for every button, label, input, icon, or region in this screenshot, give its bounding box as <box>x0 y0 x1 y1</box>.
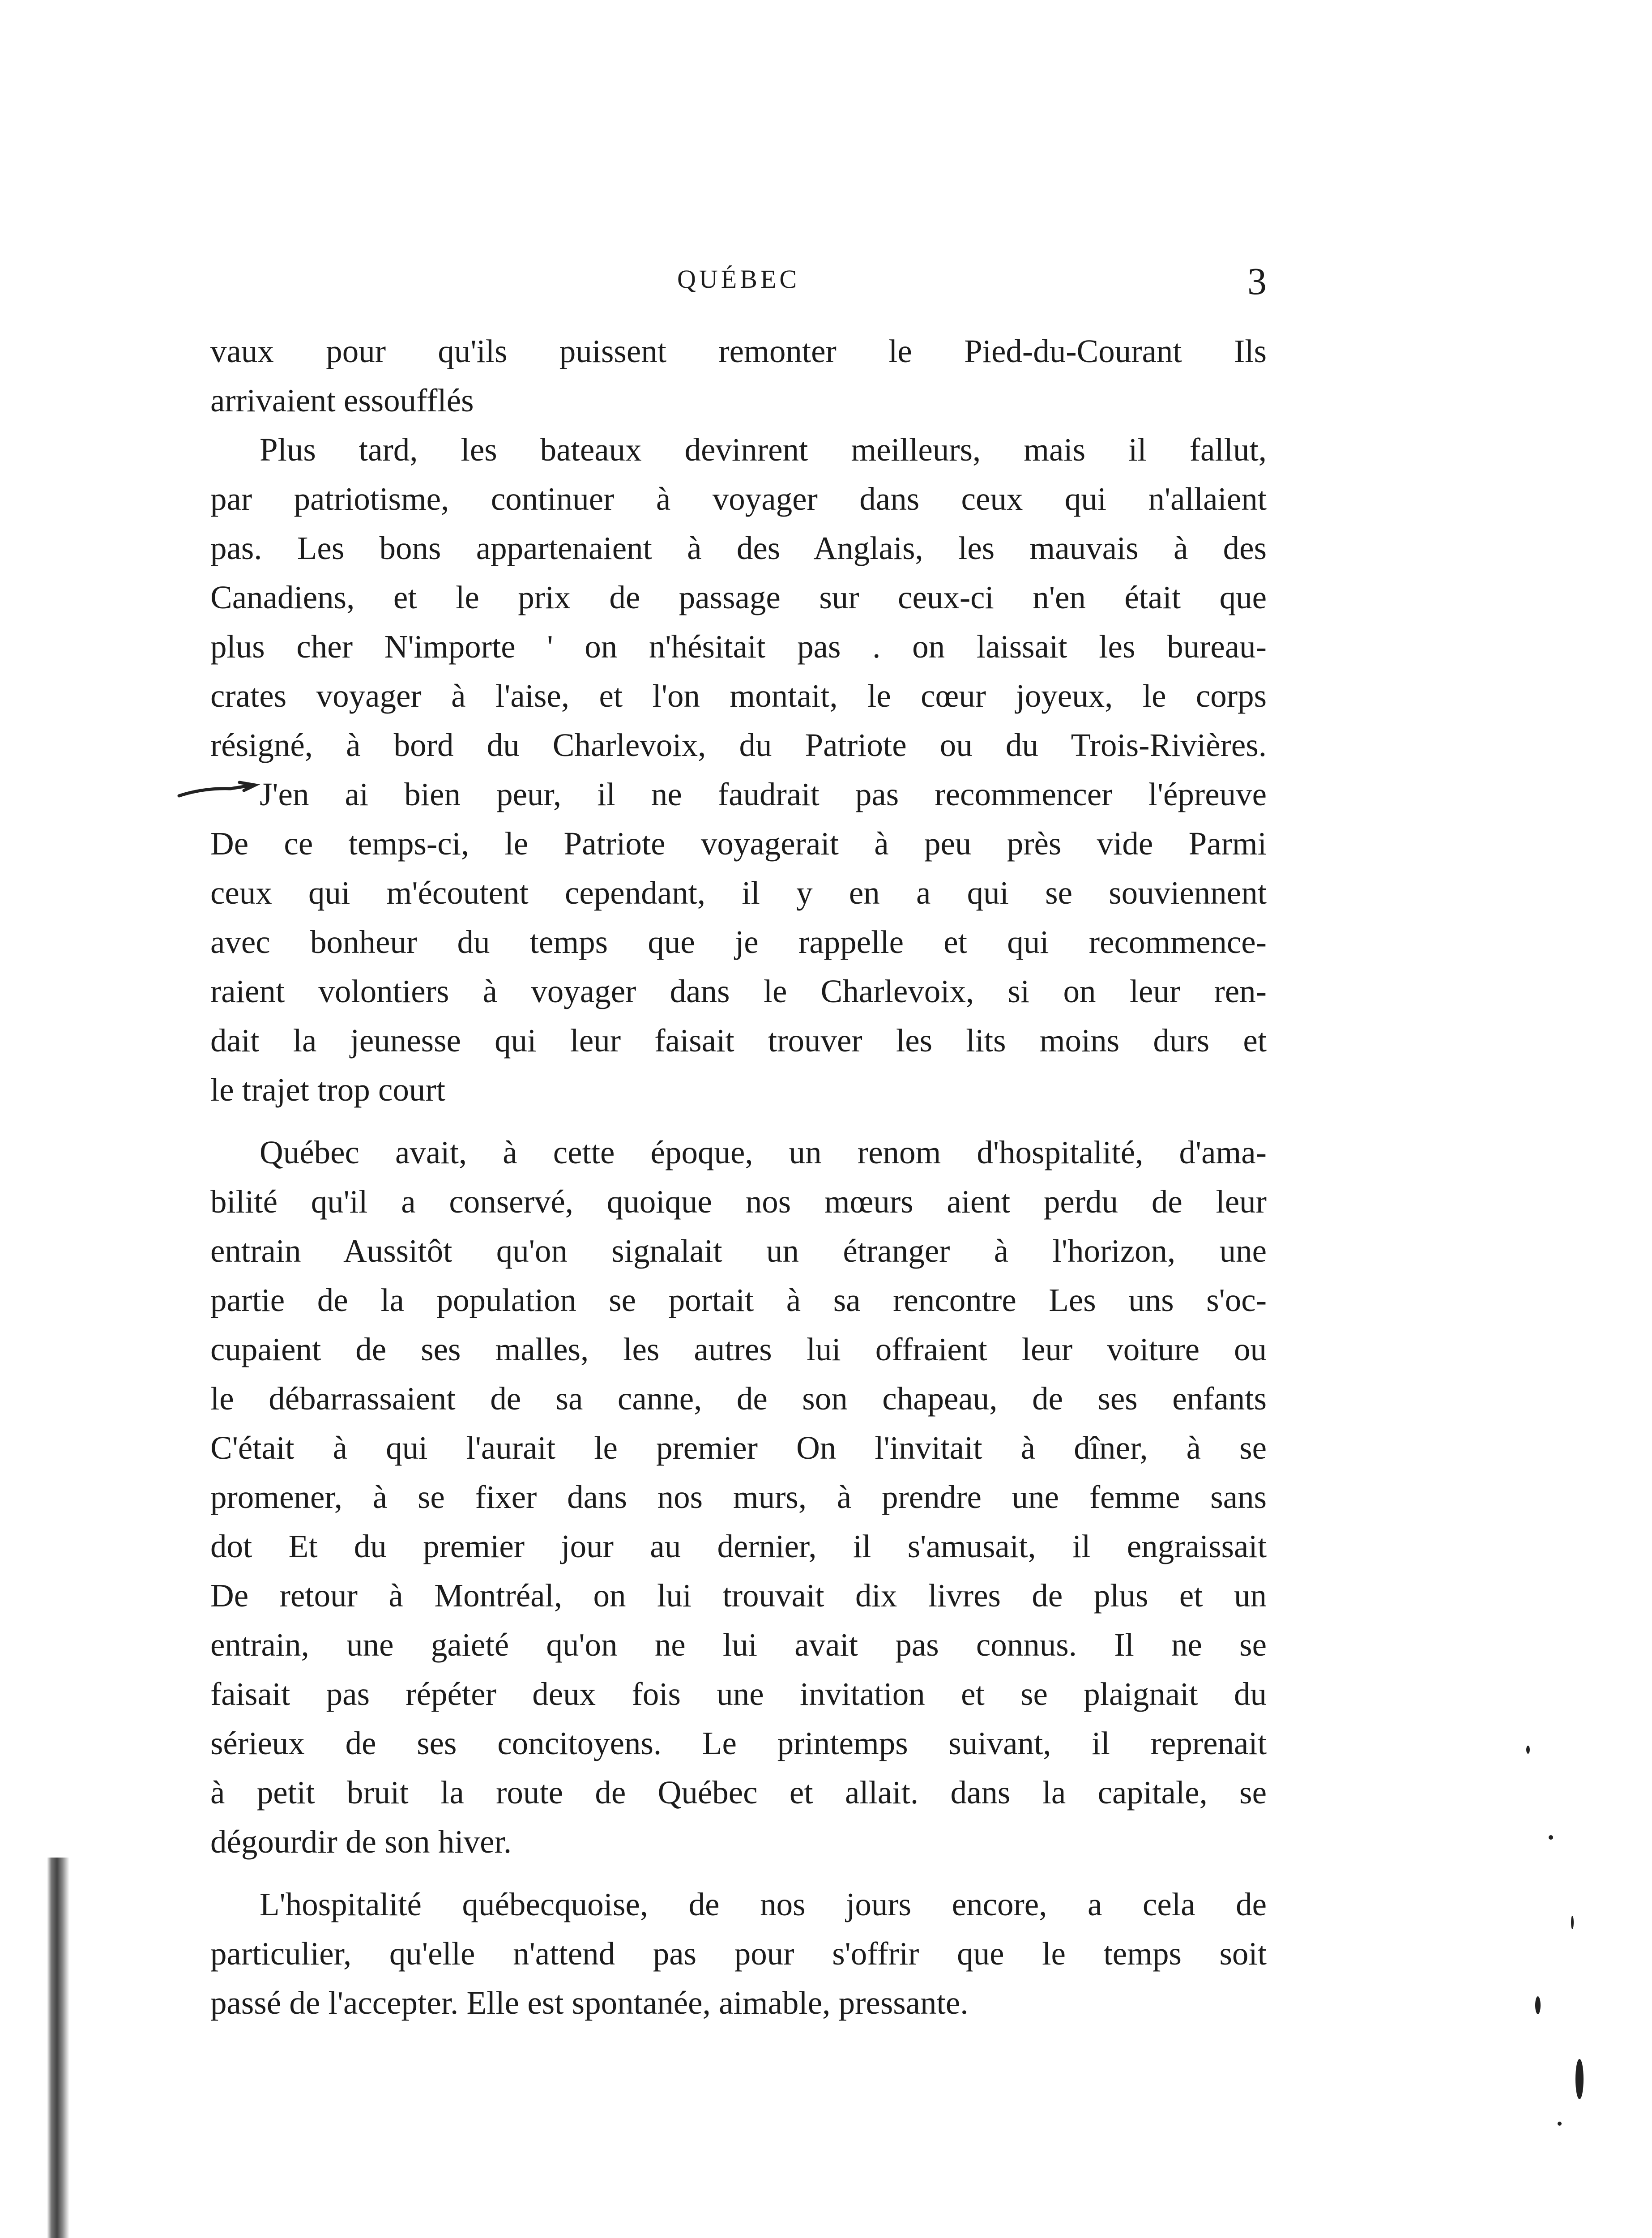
text-line: raient volontiers à voyager dans le Charlevoix, si on leur ren- <box>210 973 1267 1009</box>
text-line: pas. Les bons appartenaient à des Anglais, les mauvais à des <box>210 530 1267 566</box>
paragraph <box>210 1128 1267 1866</box>
scan-edge-bleed <box>47 1858 69 2238</box>
body-text <box>210 327 1267 2028</box>
text-line: à petit bruit la route de Québec et allait. dans la capitale, se <box>210 1774 1267 1811</box>
text-line: entrain Aussitôt qu'on signalait un étranger à l'horizon, une <box>210 1233 1267 1269</box>
text-line: promener, à se fixer dans nos murs, à prendre une femme sans <box>210 1479 1267 1515</box>
running-title: QUÉBEC <box>677 265 800 294</box>
page-number: 3 <box>1247 260 1267 303</box>
text-line: bilité qu'il a conservé, quoique nos mœurs aient perdu de leur <box>210 1183 1267 1220</box>
text-line: faisait pas répéter deux fois une invitation et se plaignait du <box>210 1676 1267 1712</box>
text-line: le trajet trop court <box>210 1072 445 1108</box>
text-line: C'était à qui l'aurait le premier On l'invitait à dîner, à se <box>210 1430 1267 1466</box>
text-line: vaux pour qu'ils puissent remonter le Pied-du-Courant Ils <box>210 333 1267 369</box>
scan-edge-specks <box>1522 1746 1598 2148</box>
paragraph <box>210 425 1267 1115</box>
text-line: passé de l'accepter. Elle est spontanée, aimable, pressante. <box>210 1985 969 2021</box>
text-line: Canadiens, et le prix de passage sur ceux-ci n'en était que <box>210 579 1267 615</box>
page-header <box>210 260 1267 304</box>
pencil-margin-mark <box>177 779 266 801</box>
text-line: sérieux de ses concitoyens. Le printemps suivant, il reprenait <box>210 1725 1267 1761</box>
text-line: Plus tard, les bateaux devinrent meilleurs, mais il fallut, <box>260 431 1267 468</box>
text-line: De ce temps-ci, le Patriote voyagerait à peu près vide Parmi <box>210 825 1267 862</box>
text-line: résigné, à bord du Charlevoix, du Patriote ou du Trois-Rivières. <box>210 727 1267 763</box>
text-line: dait la jeunesse qui leur faisait trouver les lits moins durs et <box>210 1022 1267 1059</box>
paragraph <box>210 1880 1267 2028</box>
text-line: dégourdir de son hiver. <box>210 1824 512 1860</box>
text-line: par patriotisme, continuer à voyager dans ceux qui n'allaient <box>210 481 1267 517</box>
text-line: cupaient de ses malles, les autres lui offraient leur voiture ou <box>210 1331 1267 1367</box>
text-line: arrivaient essoufflés <box>210 382 474 419</box>
text-line: le débarrassaient de sa canne, de son chapeau, de ses enfants <box>210 1380 1267 1417</box>
text-line: Québec avait, à cette époque, un renom d'hospitalité, d'ama- <box>260 1134 1267 1170</box>
text-line: particulier, qu'elle n'attend pas pour s'offrir que le temps soit <box>210 1935 1267 1972</box>
text-line: L'hospitalité québecquoise, de nos jours encore, a cela de <box>260 1886 1267 1922</box>
text-line: crates voyager à l'aise, et l'on montait, le cœur joyeux, le corps <box>210 678 1267 714</box>
text-line: De retour à Montréal, on lui trouvait dix livres de plus et un <box>210 1577 1267 1614</box>
text-line: entrain, une gaieté qu'on ne lui avait pas connus. Il ne se <box>210 1627 1267 1663</box>
text-line: ceux qui m'écoutent cependant, il y en a qui se souviennent <box>210 875 1267 911</box>
paragraph <box>210 327 1267 425</box>
text-line: plus cher N'importe ' on n'hésitait pas . on laissait les bureau- <box>210 628 1267 665</box>
text-line: avec bonheur du temps que je rappelle et qui recommence- <box>210 924 1267 960</box>
text-line: J'en ai bien peur, il ne faudrait pas recommencer l'épreuve <box>260 776 1267 812</box>
text-line: partie de la population se portait à sa rencontre Les uns s'oc- <box>210 1282 1267 1318</box>
text-line: dot Et du premier jour au dernier, il s'amusait, il engraissait <box>210 1528 1267 1564</box>
